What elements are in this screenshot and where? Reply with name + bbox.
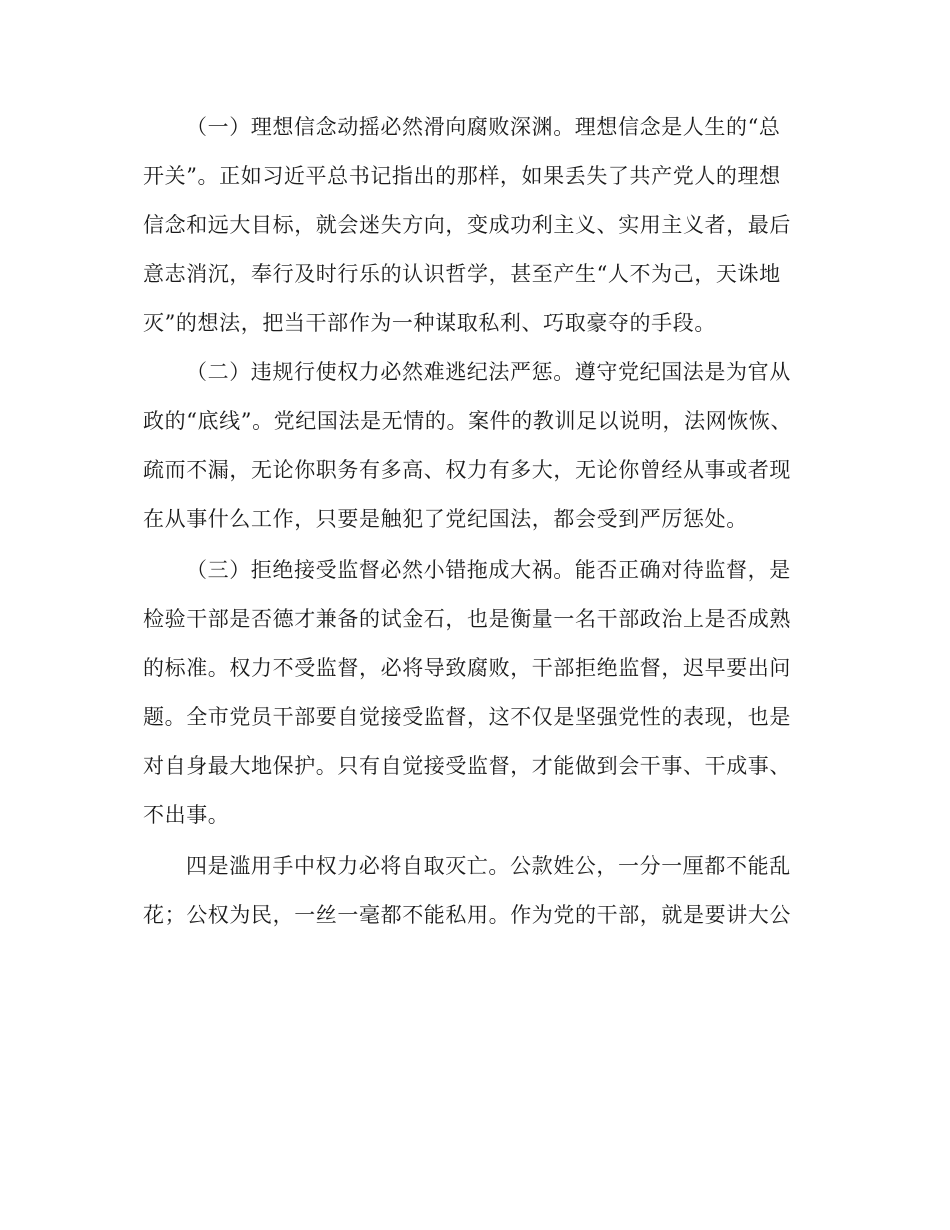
paragraph-3-line-3: 的标准。权力不受监督，必将导致腐败，干部拒绝监督，迟早要出问 — [143, 656, 791, 680]
paragraph-1-line-4: 意志消沉，奉行及时行乐的认识哲学，甚至产生“人不为己，天诛地 — [143, 262, 781, 286]
paragraph-1-line-3: 信念和远大目标，就会迷失方向，变成功利主义、实用主义者，最后 — [143, 213, 791, 237]
paragraph-2-line-4: 在从事什么工作，只要是触犯了党纪国法，都会受到严厉惩处。 — [143, 507, 748, 531]
paragraph-4-line-2: 花；公权为民，一丝一毫都不能私用。作为党的干部，就是要讲大公 — [143, 903, 791, 927]
paragraph-3-line-4: 题。全市党员干部要自觉接受监督，这不仅是坚强党性的表现，也是 — [143, 705, 791, 729]
paragraph-2-line-2: 政的“底线”。党纪国法是无情的。案件的教训足以说明，法网恢恢、 — [143, 409, 793, 433]
paragraph-3-line-6: 不出事。 — [143, 803, 230, 827]
paragraph-3-line-1: （三）拒绝接受监督必然小错拖成大祸。能否正确对待监督，是 — [186, 558, 791, 582]
paragraph-1-line-5: 灭”的想法，把当干部作为一种谋取私利、巧取豪夺的手段。 — [143, 311, 716, 335]
paragraph-1-line-1: （一）理想信念动摇必然滑向腐败深渊。理想信念是人生的“总 — [186, 115, 781, 139]
paragraph-3-line-2: 检验干部是否德才兼备的试金石，也是衡量一名干部政治上是否成熟 — [143, 607, 791, 631]
paragraph-2-line-1: （二）违规行使权力必然难逃纪法严惩。遵守党纪国法是为官从 — [186, 360, 791, 384]
paragraph-1-line-2: 开关”。正如习近平总书记指出的那样，如果丢失了共产党人的理想 — [143, 164, 781, 188]
paragraph-2-line-3: 疏而不漏，无论你职务有多高、权力有多大，无论你曾经从事或者现 — [143, 458, 791, 482]
paragraph-3-line-5: 对自身最大地保护。只有自觉接受监督，才能做到会干事、干成事、 — [143, 754, 791, 778]
paragraph-4-line-1: 四是滥用手中权力必将自取灭亡。公款姓公，一分一厘都不能乱 — [186, 854, 791, 878]
